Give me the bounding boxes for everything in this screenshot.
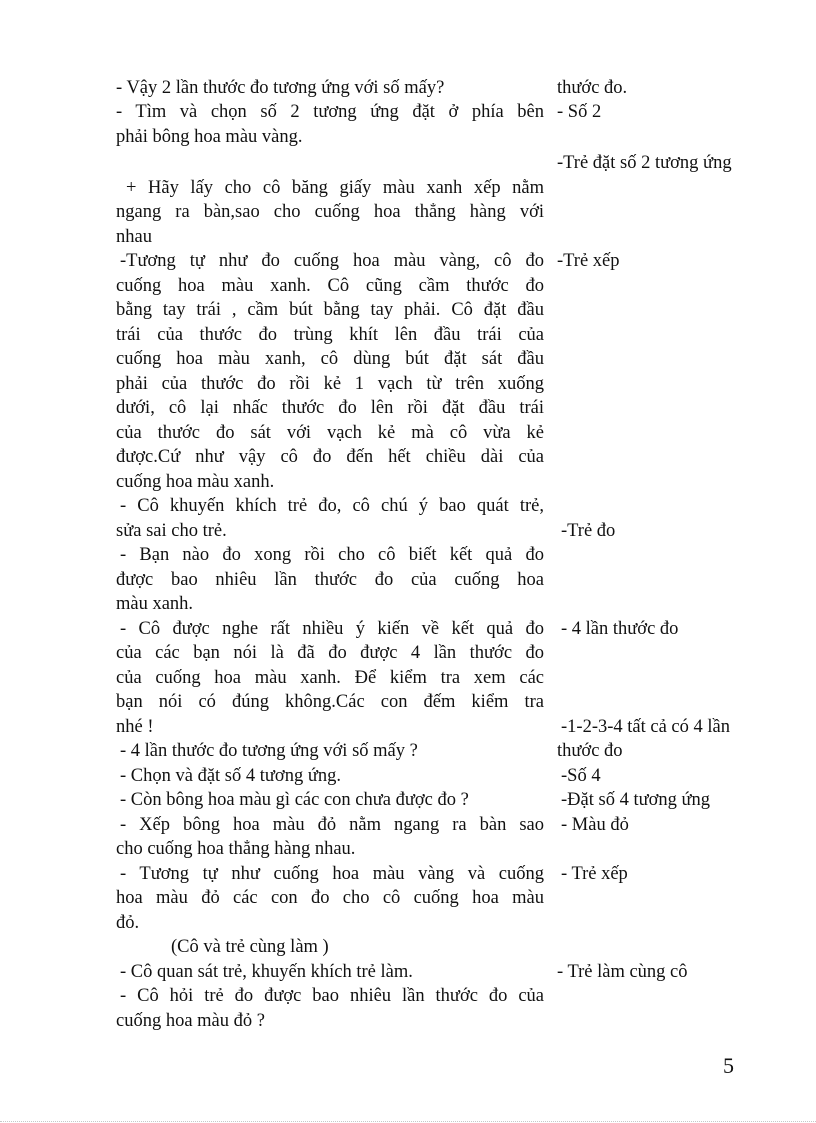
left-line-23: của các bạn nói là đã đo được 4 lần thước đo	[116, 643, 544, 663]
left-line-38: cuống hoa màu đỏ ?	[116, 1011, 265, 1031]
left-line-24: của cuống hoa màu xanh. Để kiểm tra xem các	[116, 668, 544, 688]
left-line-14: của thước đo sát với vạch kẻ mà cô vừa kẻ	[116, 423, 544, 443]
left-line-2: - Tìm và chọn số 2 tương ứng đặt ở phía bên	[116, 102, 544, 122]
right-line-2: - Số 2	[557, 102, 602, 122]
right-line-10: -Đặt số 4 tương ứng	[561, 790, 711, 810]
left-line-29: - Còn bông hoa màu gì các con chưa được đo ?	[120, 790, 469, 810]
left-line-1: - Vậy 2 lần thước đo tương ứng với số mấy?	[116, 78, 445, 98]
left-line-37: - Cô hỏi trẻ đo được bao nhiêu lần thước đo của	[120, 986, 544, 1006]
left-line-32: - Tương tự như cuống hoa màu vàng và cuống	[120, 864, 544, 884]
left-line-20: được bao nhiêu lần thước đo của cuống hoa	[116, 570, 544, 590]
left-line-13: dưới, cô lại nhấc thước đo lên rồi đặt đầu trái	[116, 398, 544, 418]
left-line-21: màu xanh.	[116, 594, 194, 614]
right-line-7: -1-2-3-4 tất cả có 4 lần	[561, 717, 730, 737]
left-line-15: được.Cứ như vậy cô đo đến hết chiều dài của	[116, 447, 544, 467]
left-line-6: nhau	[116, 227, 152, 247]
right-line-8: thước đo	[557, 741, 623, 761]
left-line-31: cho cuống hoa thẳng hàng nhau.	[116, 839, 356, 859]
left-line-34: đỏ.	[116, 913, 140, 933]
page-number: 5	[723, 1053, 734, 1078]
left-line-8: cuống hoa màu xanh. Cô cũng cầm thước đo	[116, 276, 544, 296]
left-line-17: - Cô khuyến khích trẻ đo, cô chú ý bao quát trẻ,	[120, 496, 544, 516]
left-line-35: (Cô và trẻ cùng làm )	[171, 937, 329, 957]
right-line-9: -Số 4	[561, 766, 601, 786]
right-line-3: -Trẻ đặt số 2 tương ứng	[557, 153, 732, 173]
left-line-25: bạn nói có đúng không.Các con đếm kiểm tra	[116, 692, 544, 712]
right-line-6: - 4 lần thước đo	[561, 619, 679, 639]
left-line-18: sửa sai cho trẻ.	[116, 521, 227, 541]
right-line-5: -Trẻ đo	[561, 521, 616, 541]
right-line-12: - Trẻ xếp	[561, 864, 628, 884]
left-line-33: hoa màu đỏ các con đo cho cô cuống hoa màu	[116, 888, 544, 908]
right-line-13: - Trẻ làm cùng cô	[557, 962, 688, 982]
left-line-9: bằng tay trái , cầm bút bằng tay phải. Cô đặt đầu	[116, 300, 544, 320]
left-line-12: phải của thước đo rồi kẻ 1 vạch từ trên xuống	[116, 374, 544, 394]
left-line-36: - Cô quan sát trẻ, khuyến khích trẻ làm.	[120, 962, 413, 982]
left-line-28: - Chọn và đặt số 4 tương ứng.	[120, 766, 341, 786]
left-line-3: phải bông hoa màu vàng.	[116, 127, 303, 147]
right-line-4: -Trẻ xếp	[557, 251, 620, 271]
left-line-19: - Bạn nào đo xong rồi cho cô biết kết quả đo	[120, 545, 544, 565]
right-line-11: - Màu đỏ	[561, 815, 629, 835]
page-bottom-divider	[0, 1121, 816, 1122]
right-line-1: thước đo.	[557, 78, 628, 98]
left-line-16: cuống hoa màu xanh.	[116, 472, 275, 492]
left-line-4: + Hãy lấy cho cô băng giấy màu xanh xếp nằm	[126, 178, 544, 198]
left-line-30: - Xếp bông hoa màu đỏ nằm ngang ra bàn sao	[120, 815, 544, 835]
left-line-10: trái của thước đo trùng khít lên đầu trái của	[116, 325, 544, 345]
left-line-22: - Cô được nghe rất nhiều ý kiến về kết quả đo	[120, 619, 544, 639]
left-line-7: -Tương tự như đo cuống hoa màu vàng, cô đo	[120, 251, 544, 271]
left-line-5: ngang ra bàn,sao cho cuống hoa thẳng hàng với	[116, 202, 544, 222]
left-line-26: nhé !	[116, 717, 154, 737]
left-line-27: - 4 lần thước đo tương ứng với số mấy ?	[120, 741, 418, 761]
left-line-11: cuống hoa màu xanh, cô dùng bút đặt sát đầu	[116, 349, 544, 369]
